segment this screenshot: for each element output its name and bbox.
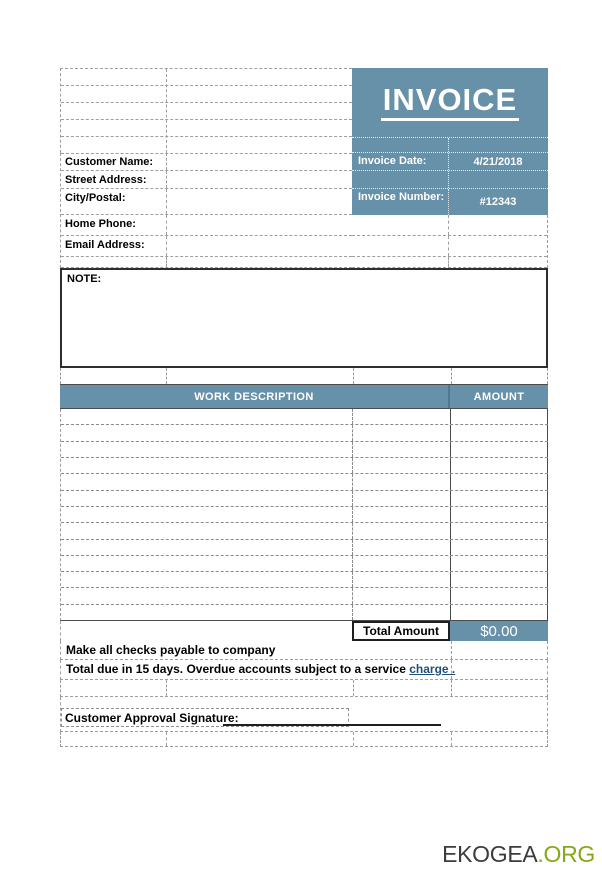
checks-payable-text: Make all checks payable to company — [66, 643, 276, 657]
work-description-cell[interactable] — [61, 605, 353, 620]
work-table-row — [61, 409, 548, 425]
total-amount-label: Total Amount — [352, 621, 450, 641]
empty-cell-row[interactable] — [352, 215, 547, 236]
invoice-date-row — [352, 152, 548, 170]
city-postal-label: City/Postal: — [65, 192, 126, 204]
amount-cell[interactable] — [451, 572, 548, 587]
column-divider — [166, 368, 167, 384]
top-empty-grid — [60, 68, 352, 153]
amount-cell[interactable] — [451, 425, 548, 440]
customer-fields — [60, 153, 352, 268]
email-address-field[interactable] — [166, 236, 352, 256]
empty-cell-row[interactable] — [61, 137, 352, 154]
work-table-row — [61, 474, 548, 490]
work-description-cell[interactable] — [61, 442, 353, 457]
blue-spacer-row — [352, 170, 548, 188]
total-due-prefix: Total due in 15 days. Overdue accounts subject to a service — [66, 662, 410, 676]
work-description-cell[interactable] — [61, 425, 353, 440]
amount-cell[interactable] — [451, 409, 548, 424]
invoice-title-section — [352, 68, 548, 137]
city-postal-field[interactable] — [166, 189, 352, 214]
invoice-number-row — [352, 188, 548, 215]
column-divider — [451, 660, 452, 679]
checks-payable-row — [60, 641, 548, 660]
gap-row — [60, 368, 548, 384]
work-description-cell[interactable] — [61, 588, 353, 603]
amount-cell[interactable] — [451, 605, 548, 620]
email-address-label: Email Address: — [65, 239, 145, 251]
work-description-cell[interactable] — [353, 540, 451, 555]
empty-cell-row[interactable] — [61, 69, 352, 86]
home-phone-row — [61, 215, 352, 236]
invoice-number-label: Invoice Number: — [358, 191, 445, 203]
work-description-cell[interactable] — [61, 409, 353, 424]
work-description-cell[interactable] — [353, 507, 451, 522]
work-table-row — [61, 425, 548, 441]
empty-cell-row[interactable] — [61, 120, 352, 137]
signature-line[interactable] — [223, 724, 441, 726]
amount-cell[interactable] — [451, 523, 548, 538]
column-divider — [451, 368, 452, 384]
customer-name-row — [61, 153, 352, 171]
work-description-cell[interactable] — [353, 458, 451, 473]
column-divider — [166, 680, 167, 696]
work-table-row — [61, 605, 548, 620]
invoice-number-value[interactable]: #12343 — [479, 196, 517, 208]
amount-cell[interactable] — [451, 442, 548, 457]
amount-cell[interactable] — [451, 474, 548, 489]
total-row-spacer — [60, 621, 352, 641]
home-phone-field[interactable] — [166, 215, 352, 235]
column-divider — [353, 368, 354, 384]
bottom-grid-row — [60, 732, 548, 747]
empty-row — [60, 680, 548, 697]
email-address-row — [61, 236, 352, 257]
total-due-row — [60, 660, 548, 680]
total-row — [60, 621, 548, 641]
note-label: NOTE: — [67, 273, 102, 285]
total-due-text — [61, 660, 547, 676]
note-box[interactable] — [60, 268, 548, 368]
work-description-cell[interactable] — [61, 523, 353, 538]
work-description-cell[interactable] — [61, 556, 353, 571]
customer-name-label: Customer Name: — [65, 156, 154, 168]
invoice-header-box — [352, 68, 548, 215]
empty-cell-row[interactable] — [352, 257, 547, 268]
empty-cell-row[interactable] — [352, 236, 547, 257]
work-table-row — [61, 588, 548, 604]
work-description-cell[interactable] — [353, 409, 451, 424]
work-description-cell[interactable] — [353, 491, 451, 506]
work-description-cell[interactable] — [353, 442, 451, 457]
work-description-cell[interactable] — [353, 556, 451, 571]
amount-header: AMOUNT — [473, 390, 525, 403]
work-table-row — [61, 442, 548, 458]
work-table-row — [61, 572, 548, 588]
customer-name-field[interactable] — [166, 153, 352, 170]
column-divider — [451, 680, 452, 696]
work-table-row — [61, 540, 548, 556]
work-description-cell[interactable] — [353, 523, 451, 538]
work-description-cell[interactable] — [353, 474, 451, 489]
column-divider — [166, 732, 167, 746]
brand-logo — [0, 841, 595, 868]
blue-spacer-row — [352, 137, 548, 152]
work-description-header: WORK DESCRIPTION — [60, 385, 450, 408]
brand-suffix: .ORG — [537, 841, 595, 867]
service-charge-link[interactable]: charge . — [409, 662, 456, 676]
amount-cell[interactable] — [451, 588, 548, 603]
invoice-title: INVOICE — [381, 84, 519, 121]
work-description-cell[interactable] — [61, 572, 353, 587]
amount-cell[interactable] — [451, 540, 548, 555]
work-table-row — [61, 556, 548, 572]
home-phone-label: Home Phone: — [65, 218, 136, 230]
brand-name: EKOGEA — [442, 841, 538, 867]
work-description-cell[interactable] — [61, 540, 353, 555]
work-description-cell[interactable] — [353, 588, 451, 603]
work-table-row — [61, 458, 548, 474]
column-divider — [451, 641, 452, 659]
work-table-row — [61, 523, 548, 539]
work-table-row — [61, 507, 548, 523]
work-description-cell[interactable] — [353, 572, 451, 587]
street-address-field[interactable] — [166, 171, 352, 188]
work-description-cell[interactable] — [61, 491, 353, 506]
city-postal-row — [61, 189, 352, 215]
work-description-cell[interactable] — [61, 458, 353, 473]
work-table-body — [60, 409, 548, 621]
column-divider — [353, 680, 354, 696]
street-address-row — [61, 171, 352, 189]
signature-row — [60, 697, 548, 732]
amount-cell[interactable] — [451, 491, 548, 506]
signature-label: Customer Approval Signature: — [65, 711, 239, 725]
invoice-date-value[interactable]: 4/21/2018 — [473, 156, 523, 168]
total-amount-value[interactable]: $0.00 — [450, 621, 548, 641]
column-divider — [451, 732, 452, 746]
right-empty-rows — [352, 215, 548, 268]
invoice-date-label: Invoice Date: — [358, 155, 427, 167]
work-description-cell[interactable] — [353, 605, 451, 620]
column-divider — [353, 732, 354, 746]
amount-cell[interactable] — [451, 556, 548, 571]
column-divider — [166, 69, 167, 153]
amount-cell[interactable] — [451, 507, 548, 522]
work-table-row — [61, 491, 548, 507]
spacer-row — [61, 257, 352, 268]
street-address-label: Street Address: — [65, 174, 147, 186]
empty-cell-row[interactable] — [61, 86, 352, 103]
work-description-cell[interactable] — [61, 507, 353, 522]
work-table-header — [60, 384, 548, 409]
work-description-cell[interactable] — [61, 474, 353, 489]
empty-cell-row[interactable] — [61, 103, 352, 120]
work-description-cell[interactable] — [353, 425, 451, 440]
amount-cell[interactable] — [451, 458, 548, 473]
